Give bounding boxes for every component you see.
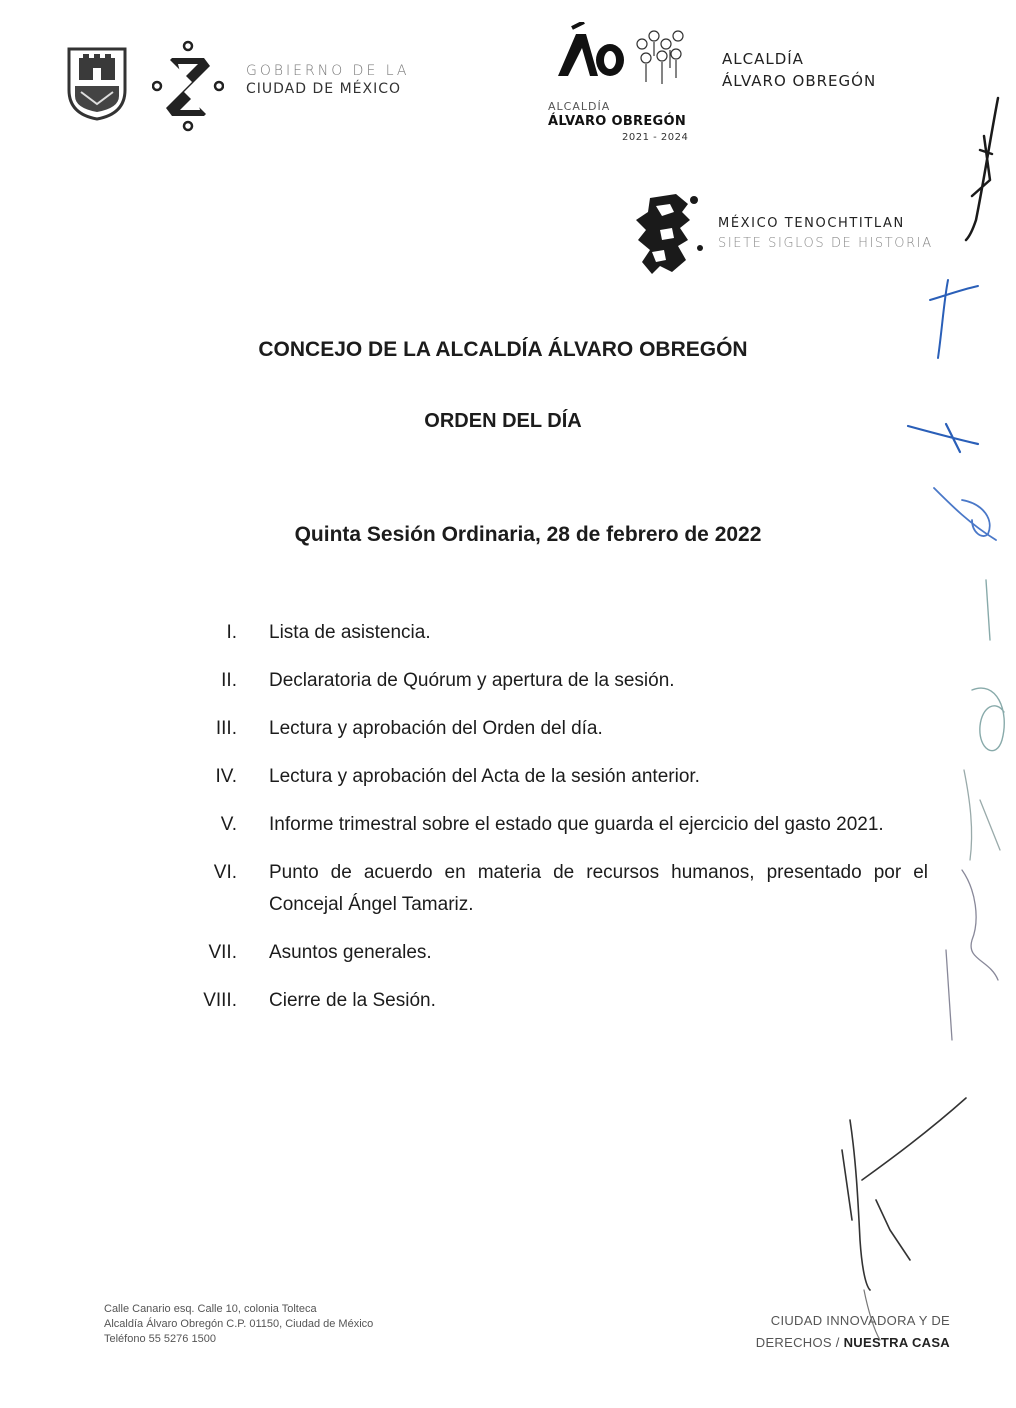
footer-slogan (700, 1310, 950, 1354)
mexico-line-1: MÉXICO TENOCHTITLAN (718, 216, 905, 231)
session-heading: Quinta Sesión Ordinaria, 28 de febrero de 2022 (294, 523, 762, 546)
agenda-item (190, 985, 930, 1017)
agenda-number: V. (220, 814, 237, 835)
government-label (246, 62, 409, 98)
agenda-number: VIII. (203, 990, 237, 1011)
cdmx-shield-logo (66, 46, 128, 122)
ao-logo-name: ÁLVARO OBREGÓN (548, 114, 687, 129)
address-line-2: Alcaldía Álvaro Obregón C.P. 01150, Ciudad de México (104, 1318, 374, 1330)
tenochtitlan-glyph-icon (630, 190, 710, 276)
address-line-1: Calle Canario esq. Calle 10, colonia Tolteca (104, 1303, 317, 1315)
agenda-number: VII. (208, 942, 237, 963)
agenda-item (190, 809, 930, 841)
agenda-text: Lectura y aprobación del Orden del día. (269, 718, 603, 739)
agenda-item (190, 617, 930, 649)
slogan-part-b: NUESTRA CASA (843, 1335, 950, 1350)
signature-mark (966, 98, 998, 240)
agenda-text: Declaratoria de Quórum y apertura de la sesión. (269, 670, 675, 691)
signature-mark (946, 870, 998, 1040)
signature-mark (964, 770, 1000, 860)
agenda-item (190, 713, 930, 745)
mexico-tenochtitlan-label (718, 214, 933, 254)
alcaldia-label (722, 48, 876, 92)
ao-logo-subtitle: ALCALDÍA (548, 100, 611, 113)
agenda-text: Lista de asistencia. (269, 622, 431, 643)
agenda-item (190, 665, 930, 697)
address-line-3: Teléfono 55 5276 1500 (104, 1333, 216, 1345)
signature-mark (842, 1098, 966, 1290)
agenda-number: III. (215, 718, 237, 739)
agenda-item (190, 857, 930, 921)
agenda-number: I. (226, 622, 237, 643)
agenda-text: Punto de acuerdo en materia de recursos humanos, presentado por el Concejal Ángel Tamariz. (269, 862, 928, 915)
alcaldia-line-2: ÁLVARO OBREGÓN (722, 72, 877, 90)
slogan-line-2 (700, 1332, 950, 1354)
slogan-part-a: DERECHOS / (755, 1335, 844, 1350)
agenda-item (190, 937, 930, 969)
mexico-line-2: SIETE SIGLOS DE HISTORIA (718, 236, 933, 251)
gov-line-2: CIUDAD DE MÉXICO (246, 81, 402, 97)
agenda-text: Asuntos generales. (269, 942, 432, 963)
agenda-number: IV. (215, 766, 237, 787)
ao-logo-years: 2021 - 2024 (622, 132, 689, 143)
agenda-number: VI. (213, 862, 237, 883)
agenda-list (190, 617, 930, 1033)
agenda-text: Informe trimestral sobre el estado que guarda el ejercicio del gasto 2021. (269, 814, 884, 835)
cdmx-emblem-logo (152, 40, 224, 132)
footer-address (104, 1302, 373, 1347)
agenda-item (190, 761, 930, 793)
slogan-line-1: CIUDAD INNOVADORA Y DE (770, 1313, 950, 1328)
document-title: CONCEJO DE LA ALCALDÍA ÁLVARO OBREGÓN (258, 338, 748, 361)
alcaldia-line-1: ALCALDÍA (722, 50, 804, 68)
agenda-number: II. (221, 670, 237, 691)
signature-mark (972, 580, 1004, 751)
agenda-text: Cierre de la Sesión. (269, 990, 436, 1011)
gov-line-1: GOBIERNO DE LA (246, 63, 410, 79)
agenda-text: Lectura y aprobación del Acta de la sesión anterior. (269, 766, 700, 787)
document-subtitle: ORDEN DEL DÍA (424, 410, 582, 432)
